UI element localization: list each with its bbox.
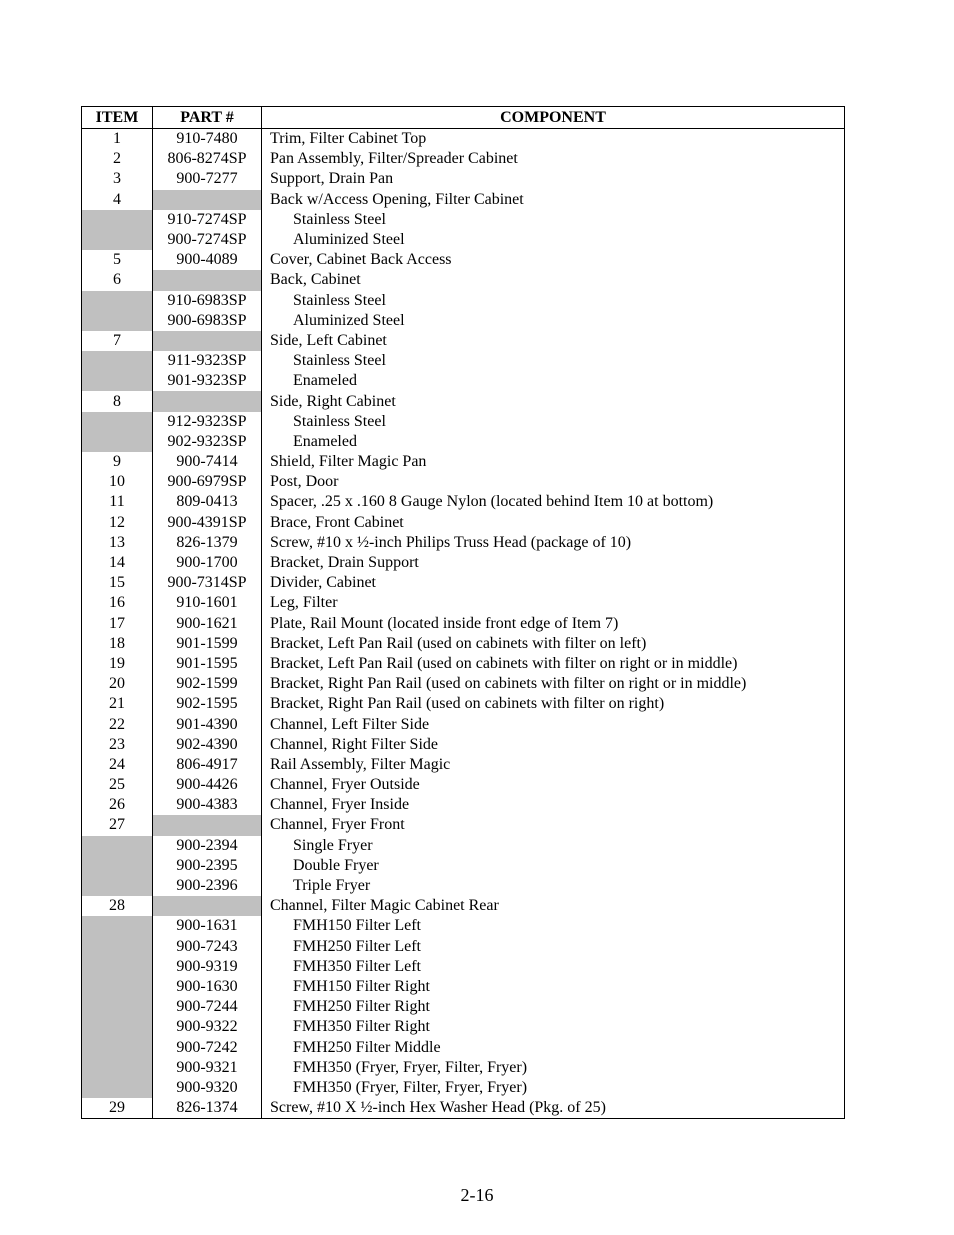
table-row: [82, 614, 845, 634]
part-cell: 900-9320: [153, 1078, 262, 1098]
table-row: [82, 553, 845, 573]
part-cell: 900-9322: [153, 1017, 262, 1037]
component-cell: Aluminized Steel: [293, 231, 405, 249]
table-row: [82, 371, 845, 391]
item-cell: [82, 1037, 153, 1057]
item-cell: 11: [82, 492, 153, 512]
part-cell: 809-0413: [153, 492, 262, 512]
part-cell: 900-6983SP: [153, 311, 262, 331]
header-component: COMPONENT: [262, 107, 845, 129]
part-cell: 912-9323SP: [153, 412, 262, 432]
item-cell: [82, 1078, 153, 1098]
table-row: [82, 129, 845, 150]
table-row: [82, 654, 845, 674]
header-item: ITEM: [82, 107, 153, 129]
table-row: [82, 351, 845, 371]
table-row: [82, 997, 845, 1017]
table-row: [82, 1037, 845, 1057]
component-cell: Stainless Steel: [293, 352, 386, 370]
part-cell: 900-7243: [153, 937, 262, 957]
part-cell: 900-4383: [153, 795, 262, 815]
header-part: PART #: [153, 107, 262, 129]
component-cell: Channel, Fryer Inside: [270, 796, 410, 814]
part-cell: 900-7277: [153, 169, 262, 189]
item-cell: [82, 957, 153, 977]
component-cell: Side, Right Cabinet: [270, 392, 396, 410]
component-cell: Support, Drain Pan: [270, 170, 394, 188]
header-row: [82, 107, 845, 129]
part-cell: 900-2395: [153, 856, 262, 876]
item-cell: 5: [82, 250, 153, 270]
table-row: [82, 937, 845, 957]
part-cell: 900-2396: [153, 876, 262, 896]
component-cell: Channel, Right Filter Side: [270, 735, 438, 753]
item-cell: 21: [82, 694, 153, 714]
item-cell: 25: [82, 775, 153, 795]
table-row: [82, 472, 845, 492]
item-cell: [82, 997, 153, 1017]
part-cell: 902-9323SP: [153, 432, 262, 452]
component-cell: Double Fryer: [293, 856, 379, 874]
table-row: [82, 311, 845, 331]
part-cell: 900-4089: [153, 250, 262, 270]
table-row: [82, 1017, 845, 1037]
part-cell: 900-1621: [153, 614, 262, 634]
component-cell: Trim, Filter Cabinet Top: [270, 130, 427, 148]
part-cell: 911-9323SP: [153, 351, 262, 371]
part-cell: [153, 391, 262, 411]
item-cell: [82, 230, 153, 250]
table-row: [82, 513, 845, 533]
table-row: [82, 957, 845, 977]
item-cell: 22: [82, 714, 153, 734]
part-cell: 900-6979SP: [153, 472, 262, 492]
component-cell: Stainless Steel: [293, 210, 386, 228]
part-cell: 826-1374: [153, 1098, 262, 1119]
table-row: [82, 775, 845, 795]
item-cell: 1: [82, 129, 153, 150]
table-row: [82, 1058, 845, 1078]
item-cell: [82, 371, 153, 391]
component-cell: Pan Assembly, Filter/Spreader Cabinet: [270, 150, 518, 168]
item-cell: 29: [82, 1098, 153, 1119]
item-cell: [82, 412, 153, 432]
item-cell: 9: [82, 452, 153, 472]
item-cell: [82, 876, 153, 896]
table-row: [82, 169, 845, 189]
item-cell: 10: [82, 472, 153, 492]
component-cell: Bracket, Left Pan Rail (used on cabinets with filter on right or in middle): [270, 654, 738, 672]
table-row: [82, 856, 845, 876]
component-cell: Channel, Filter Magic Cabinet Rear: [270, 897, 499, 915]
component-cell: FMH350 (Fryer, Fryer, Filter, Fryer): [293, 1058, 528, 1076]
part-cell: 826-1379: [153, 533, 262, 553]
component-cell: Triple Fryer: [293, 877, 371, 895]
item-cell: 23: [82, 735, 153, 755]
table-row: [82, 533, 845, 553]
item-cell: 15: [82, 573, 153, 593]
item-cell: [82, 1058, 153, 1078]
part-cell: 901-4390: [153, 714, 262, 734]
component-cell: FMH150 Filter Right: [293, 977, 430, 995]
item-cell: 6: [82, 270, 153, 290]
part-cell: [153, 815, 262, 835]
item-cell: 16: [82, 593, 153, 613]
table-row: [82, 896, 845, 916]
part-cell: 900-2394: [153, 836, 262, 856]
part-cell: 900-7314SP: [153, 573, 262, 593]
part-cell: 900-7244: [153, 997, 262, 1017]
part-cell: 900-1630: [153, 977, 262, 997]
part-cell: 910-6983SP: [153, 291, 262, 311]
component-cell: Back, Cabinet: [270, 271, 361, 289]
table-row: [82, 735, 845, 755]
part-cell: 901-1599: [153, 634, 262, 654]
component-cell: Screw, #10 x ½-inch Philips Truss Head (package of 10): [270, 533, 632, 551]
component-cell: Post, Door: [270, 473, 339, 491]
item-cell: 4: [82, 190, 153, 210]
item-cell: [82, 432, 153, 452]
item-cell: 2: [82, 149, 153, 169]
part-cell: 910-7274SP: [153, 210, 262, 230]
part-cell: 901-9323SP: [153, 371, 262, 391]
component-cell: FMH250 Filter Middle: [293, 1038, 441, 1056]
component-cell: Rail Assembly, Filter Magic: [270, 755, 451, 773]
component-cell: Bracket, Left Pan Rail (used on cabinets with filter on left): [270, 634, 647, 652]
part-cell: [153, 896, 262, 916]
part-cell: 900-4426: [153, 775, 262, 795]
part-cell: [153, 270, 262, 290]
item-cell: 13: [82, 533, 153, 553]
item-cell: [82, 210, 153, 230]
item-cell: 20: [82, 674, 153, 694]
item-cell: [82, 937, 153, 957]
table-row: [82, 230, 845, 250]
part-cell: 910-7480: [153, 129, 262, 150]
table-row: [82, 412, 845, 432]
table-row: [82, 250, 845, 270]
part-cell: 910-1601: [153, 593, 262, 613]
page-number: 2-16: [460, 1185, 494, 1205]
part-cell: 900-7414: [153, 452, 262, 472]
table-row: [82, 573, 845, 593]
item-cell: [82, 1017, 153, 1037]
component-cell: Divider, Cabinet: [270, 574, 376, 592]
part-cell: 901-1595: [153, 654, 262, 674]
component-cell: FMH350 Filter Left: [293, 957, 421, 975]
item-cell: [82, 351, 153, 371]
table-row: [82, 674, 845, 694]
part-cell: 806-4917: [153, 755, 262, 775]
part-cell: 900-9319: [153, 957, 262, 977]
item-cell: [82, 311, 153, 331]
component-cell: Channel, Left Filter Side: [270, 715, 430, 733]
table-row: [82, 916, 845, 936]
component-cell: Back w/Access Opening, Filter Cabinet: [270, 190, 524, 208]
item-cell: 19: [82, 654, 153, 674]
table-row: [82, 210, 845, 230]
item-cell: 27: [82, 815, 153, 835]
component-cell: FMH250 Filter Left: [293, 937, 421, 955]
component-cell: Aluminized Steel: [293, 311, 405, 329]
table-row: [82, 1098, 845, 1119]
component-cell: Leg, Filter: [270, 594, 338, 612]
item-cell: [82, 836, 153, 856]
component-cell: Shield, Filter Magic Pan: [270, 453, 427, 471]
item-cell: 24: [82, 755, 153, 775]
table-row: [82, 634, 845, 654]
part-cell: 900-1631: [153, 916, 262, 936]
item-cell: 12: [82, 513, 153, 533]
part-cell: 806-8274SP: [153, 149, 262, 169]
table-row: [82, 795, 845, 815]
table-row: [82, 977, 845, 997]
table-row: [82, 492, 845, 512]
part-cell: 902-1599: [153, 674, 262, 694]
parts-table: [81, 106, 845, 1119]
component-cell: FMH150 Filter Left: [293, 917, 421, 935]
part-cell: 900-7274SP: [153, 230, 262, 250]
table-row: [82, 432, 845, 452]
item-cell: 14: [82, 553, 153, 573]
component-cell: Brace, Front Cabinet: [270, 513, 404, 531]
component-cell: Side, Left Cabinet: [270, 331, 387, 349]
table-row: [82, 331, 845, 351]
table-row: [82, 391, 845, 411]
item-cell: 8: [82, 391, 153, 411]
component-cell: Bracket, Drain Support: [270, 554, 419, 572]
table-row: [82, 694, 845, 714]
table-row: [82, 452, 845, 472]
table-row: [82, 270, 845, 290]
component-cell: Channel, Fryer Front: [270, 816, 405, 834]
component-cell: Enameled: [293, 372, 357, 390]
component-cell: FMH350 (Fryer, Filter, Fryer, Fryer): [293, 1078, 528, 1096]
item-cell: 7: [82, 331, 153, 351]
component-cell: Plate, Rail Mount (located inside front edge of Item 7): [270, 614, 619, 632]
parts-body: [82, 129, 845, 1119]
component-cell: FMH350 Filter Right: [293, 1018, 430, 1036]
component-cell: Stainless Steel: [293, 291, 386, 309]
table-row: [82, 190, 845, 210]
component-cell: Cover, Cabinet Back Access: [270, 251, 452, 269]
component-cell: Spacer, .25 x .160 8 Gauge Nylon (located behind Item 10 at bottom): [270, 493, 714, 511]
table-row: [82, 593, 845, 613]
item-cell: [82, 291, 153, 311]
item-cell: 3: [82, 169, 153, 189]
part-cell: 900-4391SP: [153, 513, 262, 533]
component-cell: Stainless Steel: [293, 412, 386, 430]
component-cell: Bracket, Right Pan Rail (used on cabinets with filter on right or in middle): [270, 675, 747, 693]
table-row: [82, 714, 845, 734]
component-cell: Bracket, Right Pan Rail (used on cabinets with filter on right): [270, 695, 665, 713]
item-cell: [82, 916, 153, 936]
component-cell: Enameled: [293, 432, 357, 450]
part-cell: 900-9321: [153, 1058, 262, 1078]
part-cell: [153, 190, 262, 210]
table-row: [82, 755, 845, 775]
item-cell: 17: [82, 614, 153, 634]
item-cell: 28: [82, 896, 153, 916]
component-cell: Channel, Fryer Outside: [270, 776, 420, 794]
component-cell: Screw, #10 X ½-inch Hex Washer Head (Pkg. of 25): [270, 1099, 606, 1117]
item-cell: 26: [82, 795, 153, 815]
table-row: [82, 876, 845, 896]
item-cell: 18: [82, 634, 153, 654]
table-row: [82, 149, 845, 169]
table-row: [82, 836, 845, 856]
table-row: [82, 1078, 845, 1098]
part-cell: 900-7242: [153, 1037, 262, 1057]
part-cell: [153, 331, 262, 351]
item-cell: [82, 856, 153, 876]
component-cell: FMH250 Filter Right: [293, 998, 430, 1016]
table-row: [82, 291, 845, 311]
part-cell: 902-4390: [153, 735, 262, 755]
part-cell: 900-1700: [153, 553, 262, 573]
part-cell: 902-1595: [153, 694, 262, 714]
item-cell: [82, 977, 153, 997]
component-cell: Single Fryer: [293, 836, 373, 854]
table-row: [82, 815, 845, 835]
